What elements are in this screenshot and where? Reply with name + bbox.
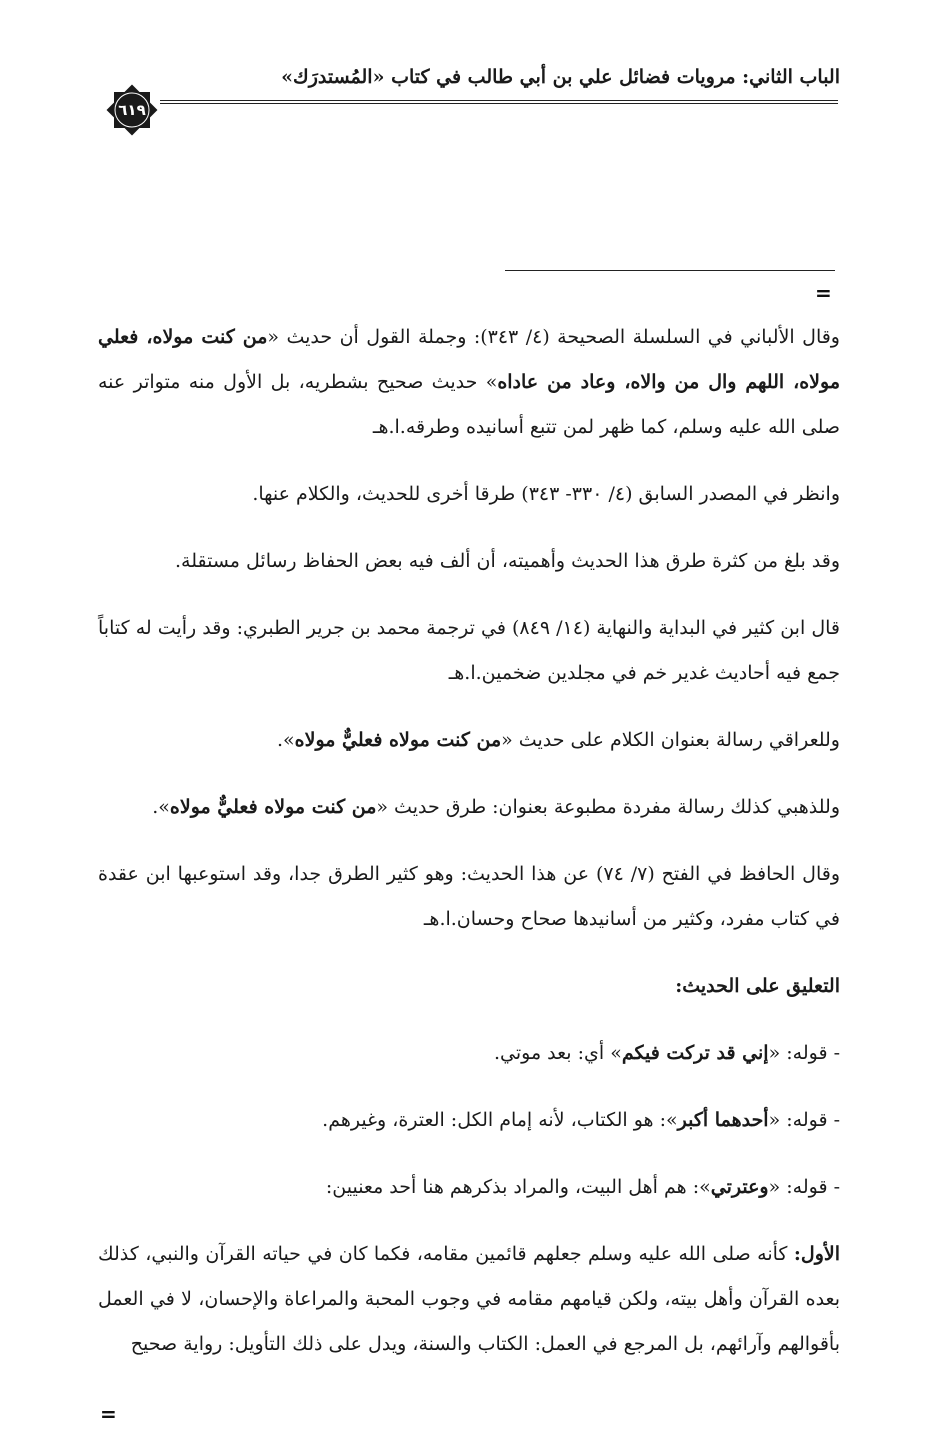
paragraph-ibn-kathir: قال ابن كثير في البداية والنهاية (١٤/ ٨٤٩) في ترجمة محمد بن جرير الطبري: وقد رأيت له كتاباً جمع فيه أحاديث غدير خم في مجلدين ضخمين.ا.هـ bbox=[98, 617, 840, 684]
footnote-separator bbox=[505, 270, 835, 271]
paragraph-dhahabi: وللذهبي كذلك رسالة مفردة مطبوعة بعنوان: طرق حديث «من كنت مولاه فعليٌّ مولاه». bbox=[152, 796, 840, 818]
header-rule bbox=[160, 100, 838, 104]
page-number: ٦١٩ bbox=[118, 101, 146, 119]
hadith-quote: وعترتي bbox=[710, 1176, 769, 1198]
paragraph-albani: وقال الألباني في السلسلة الصحيحة (٤/ ٣٤٣): وجملة القول أن حديث «من كنت مولاه، فعلي مولاه، اللهم وال من والاه، وعاد من عاداه» حديث صحيح بشطريه، بل الأول منه متواتر عنه صلى الله عليه وسلم، كما ظهر لمن تتبع أسانيده وطرقه.ا.هـ bbox=[98, 326, 840, 438]
section-heading-commentary: التعليق على الحديث: bbox=[675, 975, 840, 997]
running-header-title: الباب الثاني: مرويات فضائل علي بن أبي طالب في كتاب «المُستدرَك» bbox=[281, 66, 840, 88]
hadith-quote: أحدهما أكبر bbox=[677, 1109, 769, 1131]
paragraph-iraqi: وللعراقي رسالة بعنوان الكلام على حديث «من كنت مولاه فعليٌّ مولاه». bbox=[276, 729, 840, 751]
paragraph-comment-3: - قوله: «وعترتي»: هم أهل البيت، والمراد بذكرهم هنا أحد معنيين: bbox=[325, 1176, 840, 1198]
continuation-mark-top: = bbox=[815, 281, 832, 305]
paragraph-comment-2: - قوله: «أحدهما أكبر»: هو الكتاب، لأنه إمام الكل: العترة، وغيرهم. bbox=[322, 1109, 840, 1131]
footnote-body bbox=[98, 315, 840, 1389]
paragraph-hafiz-fath: وقال الحافظ في الفتح (٧/ ٧٤) عن هذا الحديث: وهو كثير الطرق جدا، وقد استوعبها ابن عقدة في كتاب مفرد، وكثير من أسانيدها صحاح وحسان.ا.هـ bbox=[98, 863, 840, 930]
hadith-quote: من كنت مولاه فعليٌّ مولاه bbox=[294, 729, 502, 751]
continuation-mark-bottom: = bbox=[100, 1402, 117, 1426]
page-number-badge bbox=[104, 82, 160, 138]
paragraph-comment-1: - قوله: «إني قد تركت فيكم» أي: بعد موتي. bbox=[493, 1042, 840, 1064]
paragraph-first-meaning: الأول: كأنه صلى الله عليه وسلم جعلهم قائمين مقامه، فكما كان في حياته القرآن والنبي، كذلك بعده القرآن وأهل بيته، ولكن قيامهم مقامه في وجوب المحبة والمراعاة والإحسان، لا في العمل بأقوالهم وآرائهم، بل المرجع في العمل: الكتاب والسنة، ويدل على ذلك التأويل: رواية صحيح bbox=[98, 1243, 840, 1355]
hadith-quote: إني قد تركت فيكم bbox=[621, 1042, 769, 1064]
first-meaning-label: الأول: bbox=[793, 1243, 840, 1265]
hadith-quote: من كنت مولاه، فعلي مولاه، اللهم وال من والاه، وعاد من عاداه bbox=[98, 326, 840, 393]
hadith-quote: من كنت مولاه فعليٌّ مولاه bbox=[169, 796, 377, 818]
paragraph-many-routes: وقد بلغ من كثرة طرق هذا الحديث وأهميته، أن ألف فيه بعض الحفاظ رسائل مستقلة. bbox=[175, 550, 840, 572]
paragraph-see-also: وانظر في المصدر السابق (٤/ ٣٣٠- ٣٤٣) طرقا أخرى للحديث، والكلام عنها. bbox=[252, 483, 840, 505]
